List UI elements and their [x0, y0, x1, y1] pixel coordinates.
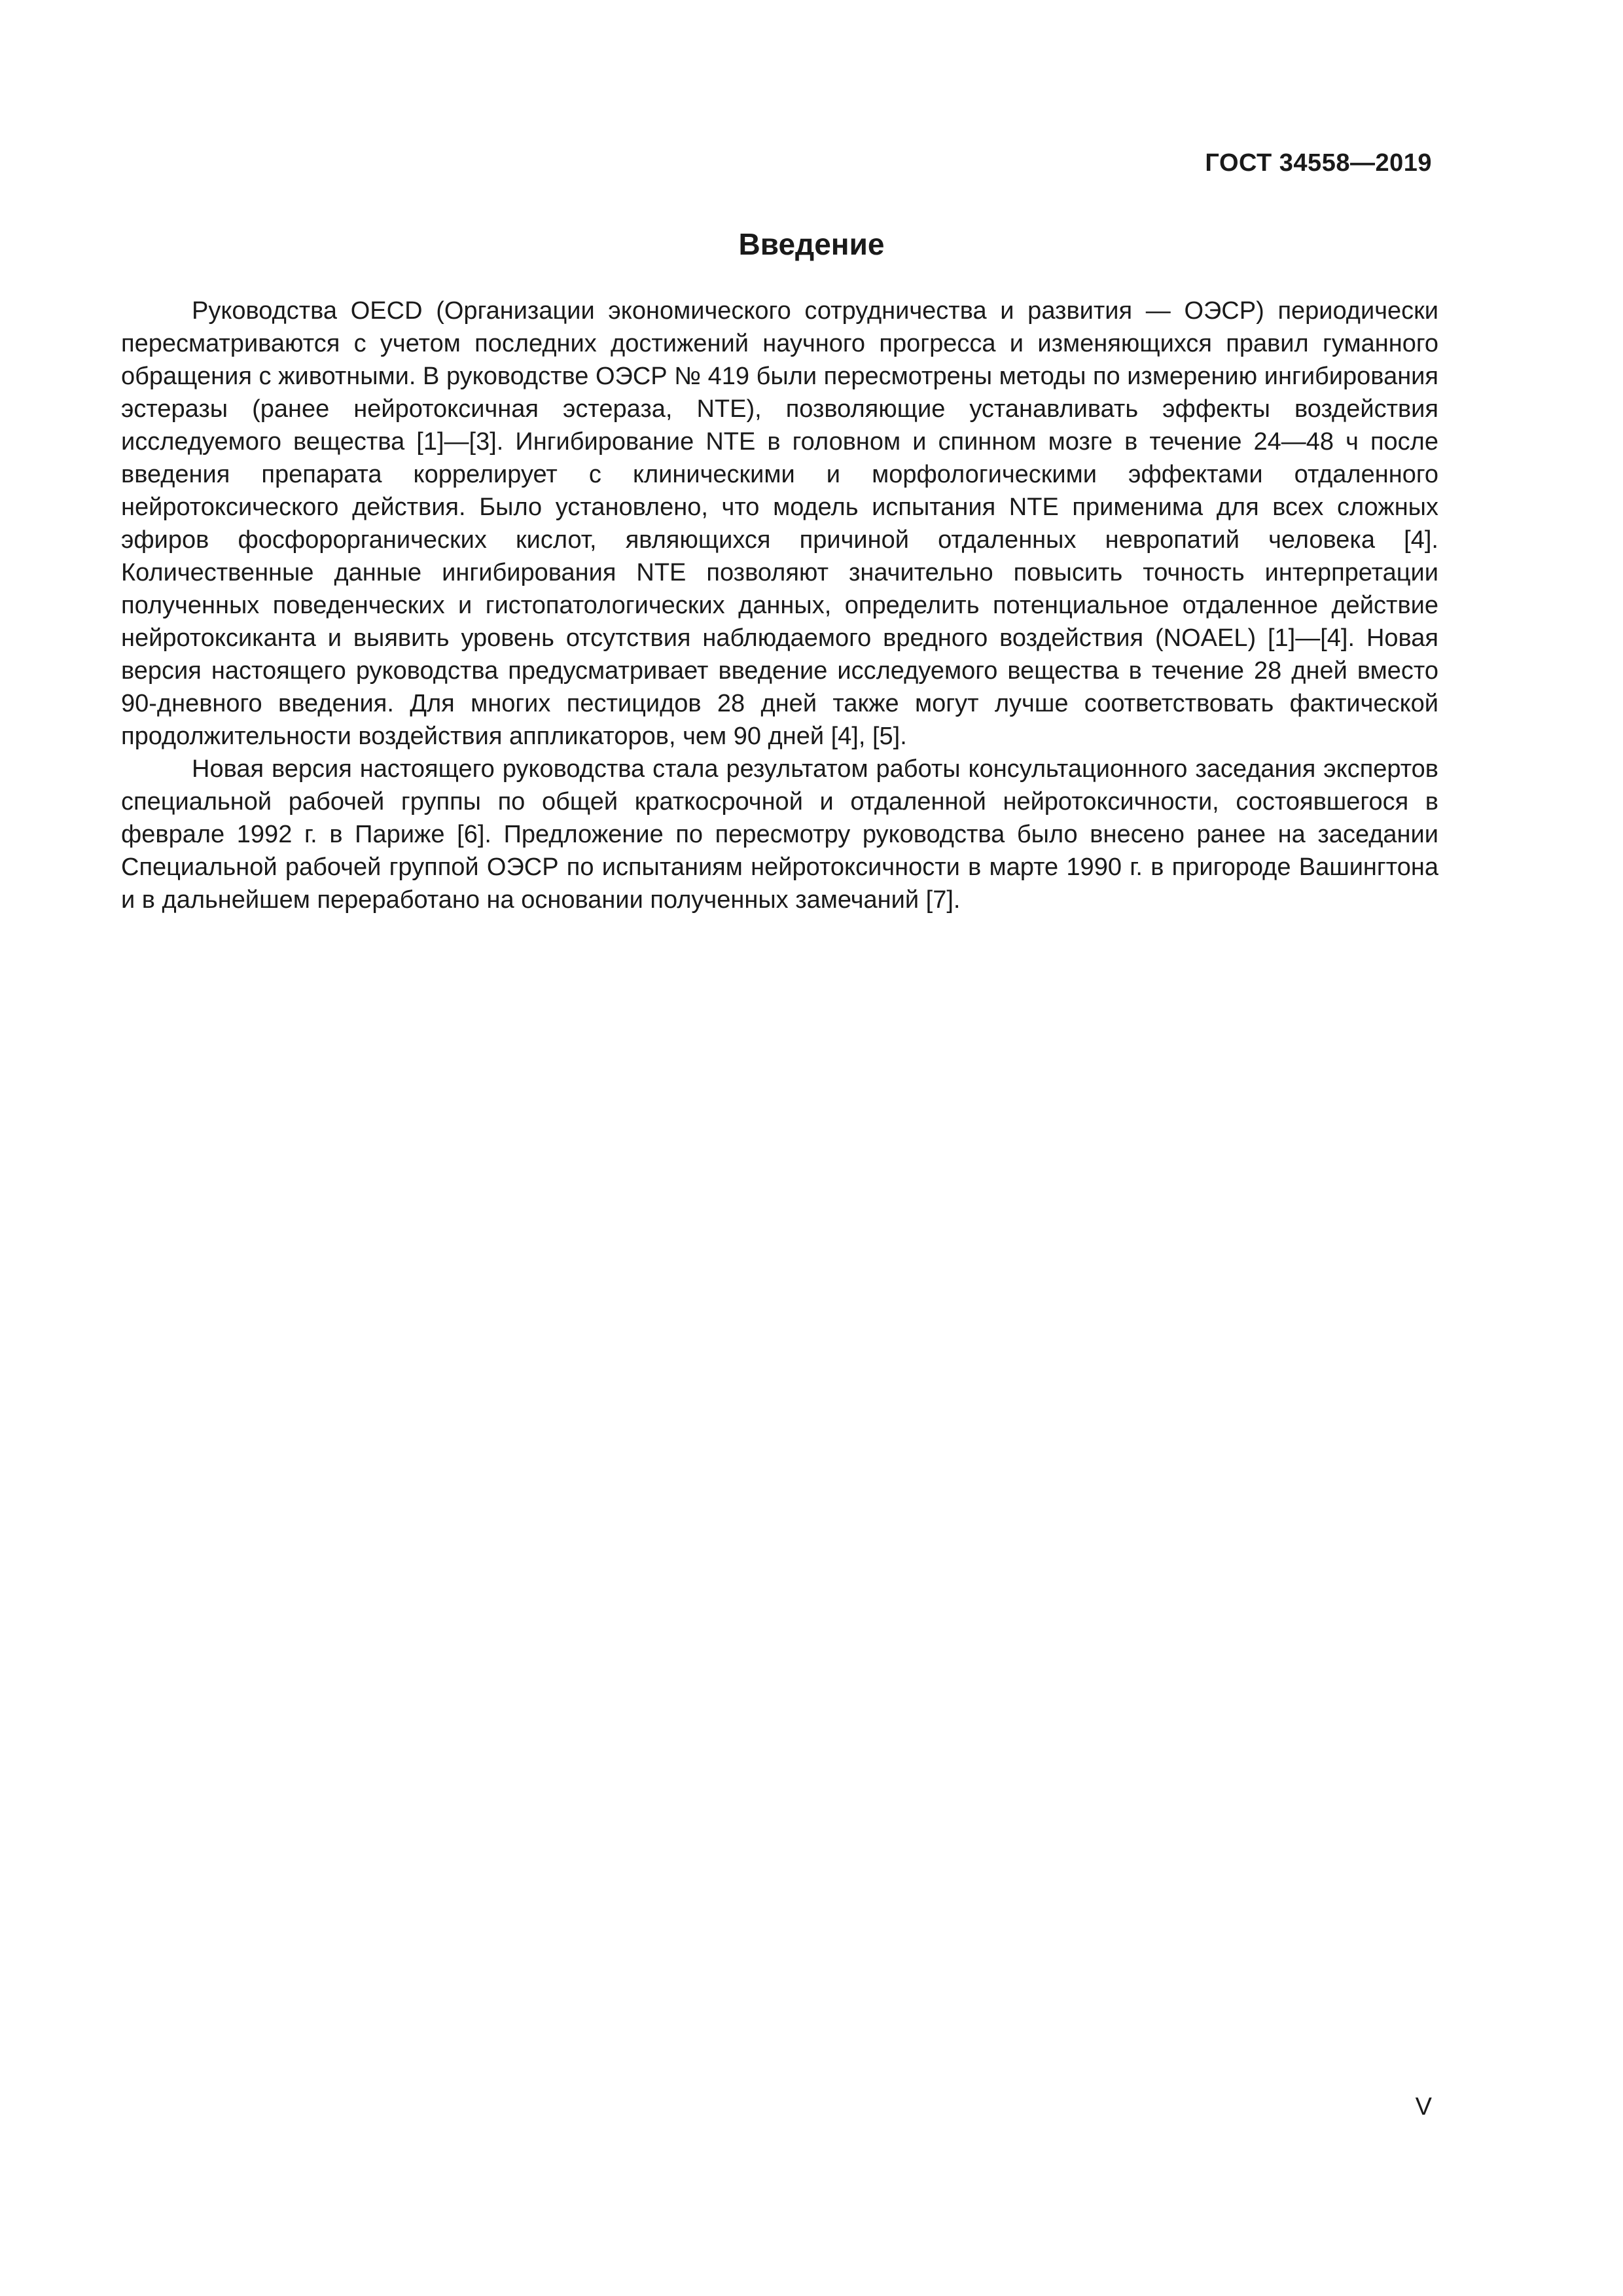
paragraph-2: Новая версия настоящего руководства стала результатом работы консультационного заседания экспертов специальной рабочей группы по общей краткосрочной и отдаленной нейротоксичности, состоявшегося в феврале 1992 г. в Париже [6]. Предложение по пересмотру руководства было внесено ранее на заседании Специальной рабочей группой ОЭСР по испытаниям нейротоксичности в марте 1990 г. в пригороде Вашингтона и в дальнейшем переработано на основании полученных замечаний [7]. [121, 755, 1438, 914]
page-number: V [1415, 2093, 1432, 2121]
document-code: ГОСТ 34558—2019 [1205, 149, 1432, 177]
body-text [121, 295, 1438, 916]
section-title: Введение [738, 227, 885, 261]
paragraph-1: Руководства OECD (Организации экономического сотрудничества и развития — ОЭСР) периодически пересматриваются с учетом последних достижений научного прогресса и изменяющихся правил гуманного обращения с животными. В руководстве ОЭСР № 419 были пересмотрены методы по измерению ингибирования эстеразы (ранее нейротоксичная эстераза, NTE), позволяющие устанавливать эффекты воздействия исследуемого вещества [1]—[3]. Ингибирование NTE в головном и спинном мозге в течение 24—48 ч после введения препарата коррелирует с клиническими и морфологическими эффектами отдаленного нейротоксического действия. Было установлено, что модель испытания NTE применима для всех сложных эфиров фосфорорганических кислот, являющихся причиной отдаленных невропатий человека [4]. Количественные данные ингибирования NTE позволяют значительно повысить точность интерпретации полученных поведенческих и гистопатологических данных, определить потенциальное отдаленное действие нейротоксиканта и выявить уровень отсутствия наблюдаемого вредного воздействия (NOAEL) [1]—[4]. Новая версия настоящего руководства предусматривает введение исследуемого вещества в течение 28 дней вместо 90-дневного введения. Для многих пестицидов 28 дней также могут лучше соответствовать фактической продолжительности воздействия аппликаторов, чем 90 дней [4], [5]. [121, 297, 1438, 750]
